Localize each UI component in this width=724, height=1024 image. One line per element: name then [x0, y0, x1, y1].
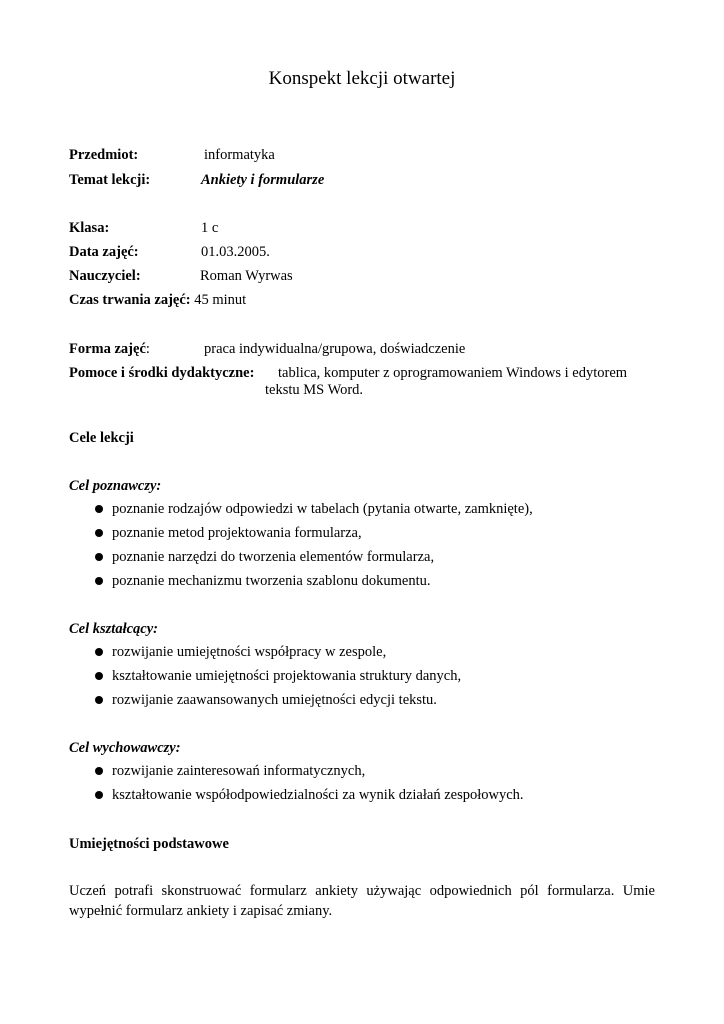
list-item: rozwijanie zaawansowanych umiejętności edycji tekstu.: [95, 691, 437, 709]
bullet-icon: [95, 791, 103, 799]
list-item: poznanie narzędzi do tworzenia elementów formularza,: [95, 548, 434, 566]
aids-row: [69, 364, 254, 382]
cognitive-goal-heading: Cel poznawczy:: [69, 478, 162, 494]
form-label-colon: :: [145, 341, 150, 357]
topic-label: Temat lekcji:: [69, 172, 151, 188]
duration-value: 45 minut: [194, 292, 247, 308]
topic-value: Ankiety i formularze: [201, 172, 325, 188]
subject-row: [69, 146, 138, 164]
upbringing-goal-heading: Cel wychowawczy:: [69, 740, 181, 756]
class-label: Klasa:: [69, 220, 110, 236]
bullet-icon: [95, 577, 103, 585]
date-label: Data zajęć:: [69, 244, 139, 260]
document-title: Konspekt lekcji otwartej: [268, 68, 456, 89]
goals-heading: Cele lekcji: [69, 430, 134, 446]
bullet-icon: [95, 672, 103, 680]
bullet-icon: [95, 553, 103, 561]
list-item: kształtowanie współodpowiedzialności za wynik działań zespołowych.: [95, 786, 524, 804]
bullet-icon: [95, 529, 103, 537]
subject-value: informatyka: [204, 147, 275, 163]
list-item: poznanie mechanizmu tworzenia szablonu dokumentu.: [95, 572, 431, 590]
educational-goal-heading: Cel kształcący:: [69, 621, 158, 637]
date-value: 01.03.2005.: [201, 244, 270, 260]
date-row: [69, 243, 139, 261]
basic-skills-text: Uczeń potrafi skonstruować formularz ankiety używając odpowiednich pól formularza. Umie wypełnić formularz ankiety i zapisać zmiany.: [69, 883, 655, 919]
form-label: Forma zajęć: [69, 341, 146, 357]
duration-row: [69, 291, 246, 309]
aids-label: Pomoce i środki dydaktyczne:: [69, 365, 255, 381]
list-item: poznanie metod projektowania formularza,: [95, 524, 362, 542]
class-value: 1 c: [201, 220, 219, 236]
subject-label: Przedmiot:: [69, 147, 139, 163]
list-item: rozwijanie zainteresowań informatycznych,: [95, 762, 365, 780]
form-row: [69, 340, 150, 358]
list-item: rozwijanie umiejętności współpracy w zespole,: [95, 643, 386, 661]
bullet-icon: [95, 648, 103, 656]
list-item: poznanie rodzajów odpowiedzi w tabelach (pytania otwarte, zamknięte),: [95, 500, 533, 518]
class-row: [69, 219, 109, 237]
teacher-row: [69, 267, 141, 285]
aids-value-line2: tekstu MS Word.: [265, 382, 364, 398]
topic-row: [69, 171, 150, 189]
list-item: kształtowanie umiejętności projektowania struktury danych,: [95, 667, 461, 685]
bullet-icon: [95, 767, 103, 775]
teacher-label: Nauczyciel:: [69, 268, 141, 284]
form-value: praca indywidualna/grupowa, doświadczenie: [204, 341, 466, 357]
teacher-value: Roman Wyrwas: [200, 268, 293, 284]
duration-label: Czas trwania zajęć:: [69, 292, 191, 308]
bullet-icon: [95, 505, 103, 513]
basic-skills-heading: Umiejętności podstawowe: [69, 836, 229, 852]
bullet-icon: [95, 696, 103, 704]
aids-value-line1: tablica, komputer z oprogramowaniem Windows i edytorem: [278, 365, 628, 381]
